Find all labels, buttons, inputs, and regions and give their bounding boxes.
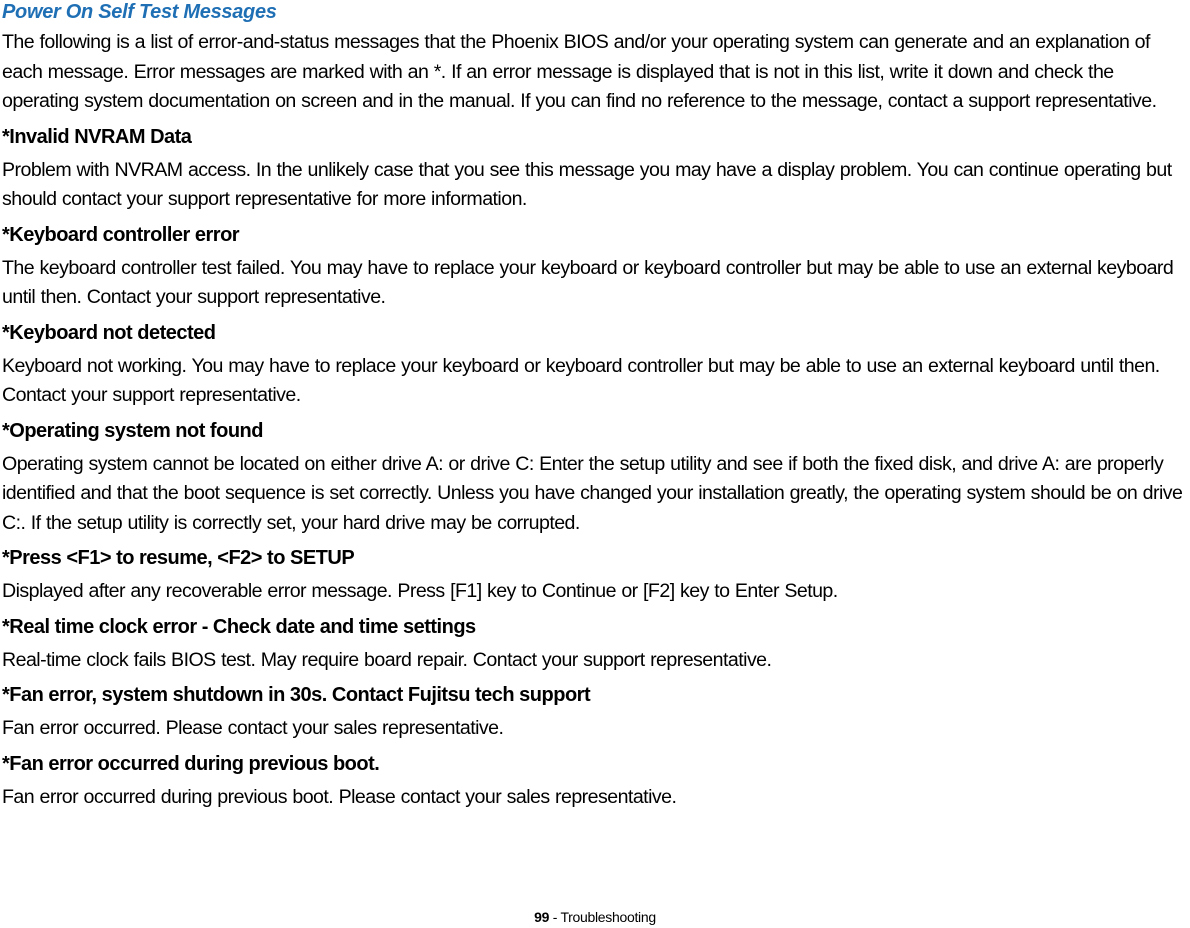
message-description: Fan error occurred. Please contact your sales representative. [2,717,504,739]
message-title: *Real time clock error - Check date and time settings [2,615,476,638]
page-footer [0,907,1190,927]
footer-section: Troubleshooting [560,909,656,925]
intro-paragraph: The following is a list of error-and-status messages that the Phoenix BIOS and/or your operating system can generate and an explanation of each message. Error messages are marked with an *. If an error message is displayed that is not in this list, write it down and check the operating system documentation on screen and in the manual. If you can find no reference to the message, contact a support representative. [2,31,1157,112]
message-item [2,613,1188,676]
message-item [2,319,1188,411]
message-title: *Invalid NVRAM Data [2,125,192,148]
footer-separator: - [549,909,561,925]
page-heading: Power On Self Test Messages [2,1,277,23]
message-title: *Fan error, system shutdown in 30s. Contact Fujitsu tech support [2,684,591,706]
message-description: Keyboard not working. You may have to replace your keyboard or keyboard controller but may be able to use an external keyboard until then. Contact your support representative. [2,354,1160,406]
message-description: Real-time clock fails BIOS test. May require board repair. Contact your support representative. [2,648,772,671]
message-item [2,417,1188,539]
message-title: *Operating system not found [2,419,263,442]
message-title: *Press <F1> to resume, <F2> to SETUP [2,547,355,569]
message-item [2,221,1188,313]
message-description: Displayed after any recoverable error message. Press [F1] key to Continue or [F2] key to Enter Setup. [2,580,838,602]
message-title: *Keyboard not detected [2,321,216,344]
message-item [2,681,1188,744]
message-item [2,750,1188,813]
message-description: Fan error occurred during previous boot. Please contact your sales representative. [2,785,677,808]
message-title: *Keyboard controller error [2,223,240,246]
message-item [2,123,1188,215]
page-number: 99 [534,909,550,925]
message-description: Operating system cannot be located on either drive A: or drive C: Enter the setup utility and see if both the fixed disk, and drive A: are properly identified and that the boot sequence is set correctly. Unless you have changed your installation greatly, the operating system should be on drive C:. If the setup utility is correctly set, your hard drive may be corrupted. [2,452,1183,534]
message-description: Problem with NVRAM access. In the unlikely case that you see this message you may have a display problem. You can continue operating but should contact your support representative for more information. [2,158,1172,210]
message-description: The keyboard controller test failed. You may have to replace your keyboard or keyboard controller but may be able to use an external keyboard until then. Contact your support representative. [2,256,1174,308]
message-item [2,544,1188,607]
message-title: *Fan error occurred during previous boot. [2,752,380,775]
